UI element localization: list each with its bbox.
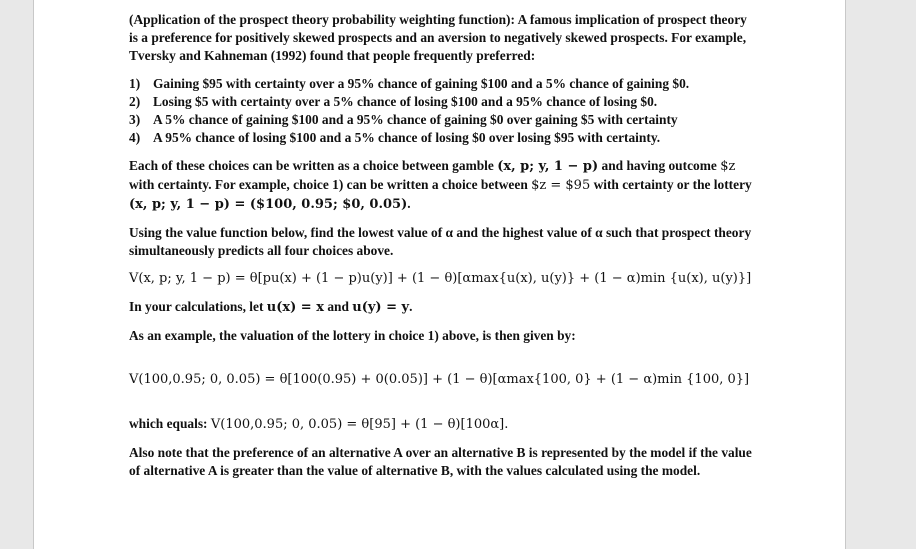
calc-math-2: u(y) = y: [352, 300, 410, 315]
equals-line: [129, 415, 759, 434]
list-number: 4): [129, 130, 141, 145]
closing-paragraph: Also note that the preference of an alternative A over an alternative B is represented by the model if the value of alternative A is greater than the value of alternative B, with the values calculated using the model.: [129, 445, 752, 478]
list-number: 3): [129, 112, 141, 127]
calc-math-1: u(x) = x: [266, 300, 324, 315]
list-item: [129, 93, 759, 111]
equals-math: V(100,0.95; 0, 0.05) = θ[95] + (1 − θ)[100α].: [210, 417, 509, 432]
list-item: [129, 75, 759, 93]
intro-paragraph: (Application of the prospect theory probability weighting function): A famous implication of prospect theory is a preference for positively skewed prospects and an aversion to negatively skewed prospects. For example, Tversky and Kahneman (1992) found that people frequently preferred:: [129, 12, 747, 63]
calc-text-1: In your calculations, let: [129, 299, 267, 314]
calc-note: [129, 298, 759, 317]
calc-text-2: and: [323, 299, 353, 314]
calc-text-3: .: [409, 299, 413, 314]
gamble-text-4: with certainty or the lottery: [590, 177, 752, 192]
example-intro: As an example, the valuation of the lottery in choice 1) above, is then given by:: [129, 328, 576, 343]
equals-text: which equals:: [129, 416, 211, 431]
gamble-math-1: (x, p; y, 1 − p): [497, 159, 599, 174]
list-item: [129, 111, 759, 129]
gamble-paragraph: [129, 157, 759, 214]
gamble-math-3: $z = $95: [531, 178, 591, 193]
gamble-math-2: $z: [720, 159, 736, 174]
gamble-math-4: (x, p; y, 1 − p) = ($100, 0.95; $0, 0.05): [129, 197, 408, 212]
gamble-text-3: with certainty. For example, choice 1) can be written a choice between: [129, 177, 532, 192]
list-text: Gaining $95 with certainty over a 95% chance of gaining $100 and a 5% chance of gaining $0.: [153, 76, 690, 91]
value-prompt: Using the value function below, find the lowest value of α and the highest value of α such that prospect theory simultaneously predicts all four choices above.: [129, 225, 752, 258]
list-text: Losing $5 with certainty over a 5% chance of losing $100 and a 95% chance of losing $0.: [153, 94, 658, 109]
gamble-text-1: Each of these choices can be written as a choice between gamble: [129, 158, 498, 173]
gamble-text-2: and having outcome: [598, 158, 721, 173]
list-text: A 5% chance of gaining $100 and a 95% chance of gaining $0 over gaining $5 with certainty: [153, 112, 678, 127]
list-number: 1): [129, 76, 141, 91]
choices-list: [129, 75, 759, 147]
document-content: [129, 11, 759, 480]
example-formula: V(100,0.95; 0, 0.05) = θ[100(0.95) + 0(0.05)] + (1 − θ)[αmax{100, 0} + (1 − α)min {100, 0}]: [129, 372, 750, 387]
value-function-formula: V(x, p; y, 1 − p) = θ[pu(x) + (1 − p)u(y)] + (1 − θ)[αmax{u(x), u(y)} + (1 − α)min {u(x), u(y)}]: [129, 271, 752, 286]
list-number: 2): [129, 94, 141, 109]
list-item: [129, 129, 759, 147]
document-page: [33, 0, 846, 549]
gamble-text-5: .: [407, 196, 411, 211]
list-text: A 95% chance of losing $100 and a 5% chance of losing $0 over losing $95 with certainty.: [153, 130, 661, 145]
